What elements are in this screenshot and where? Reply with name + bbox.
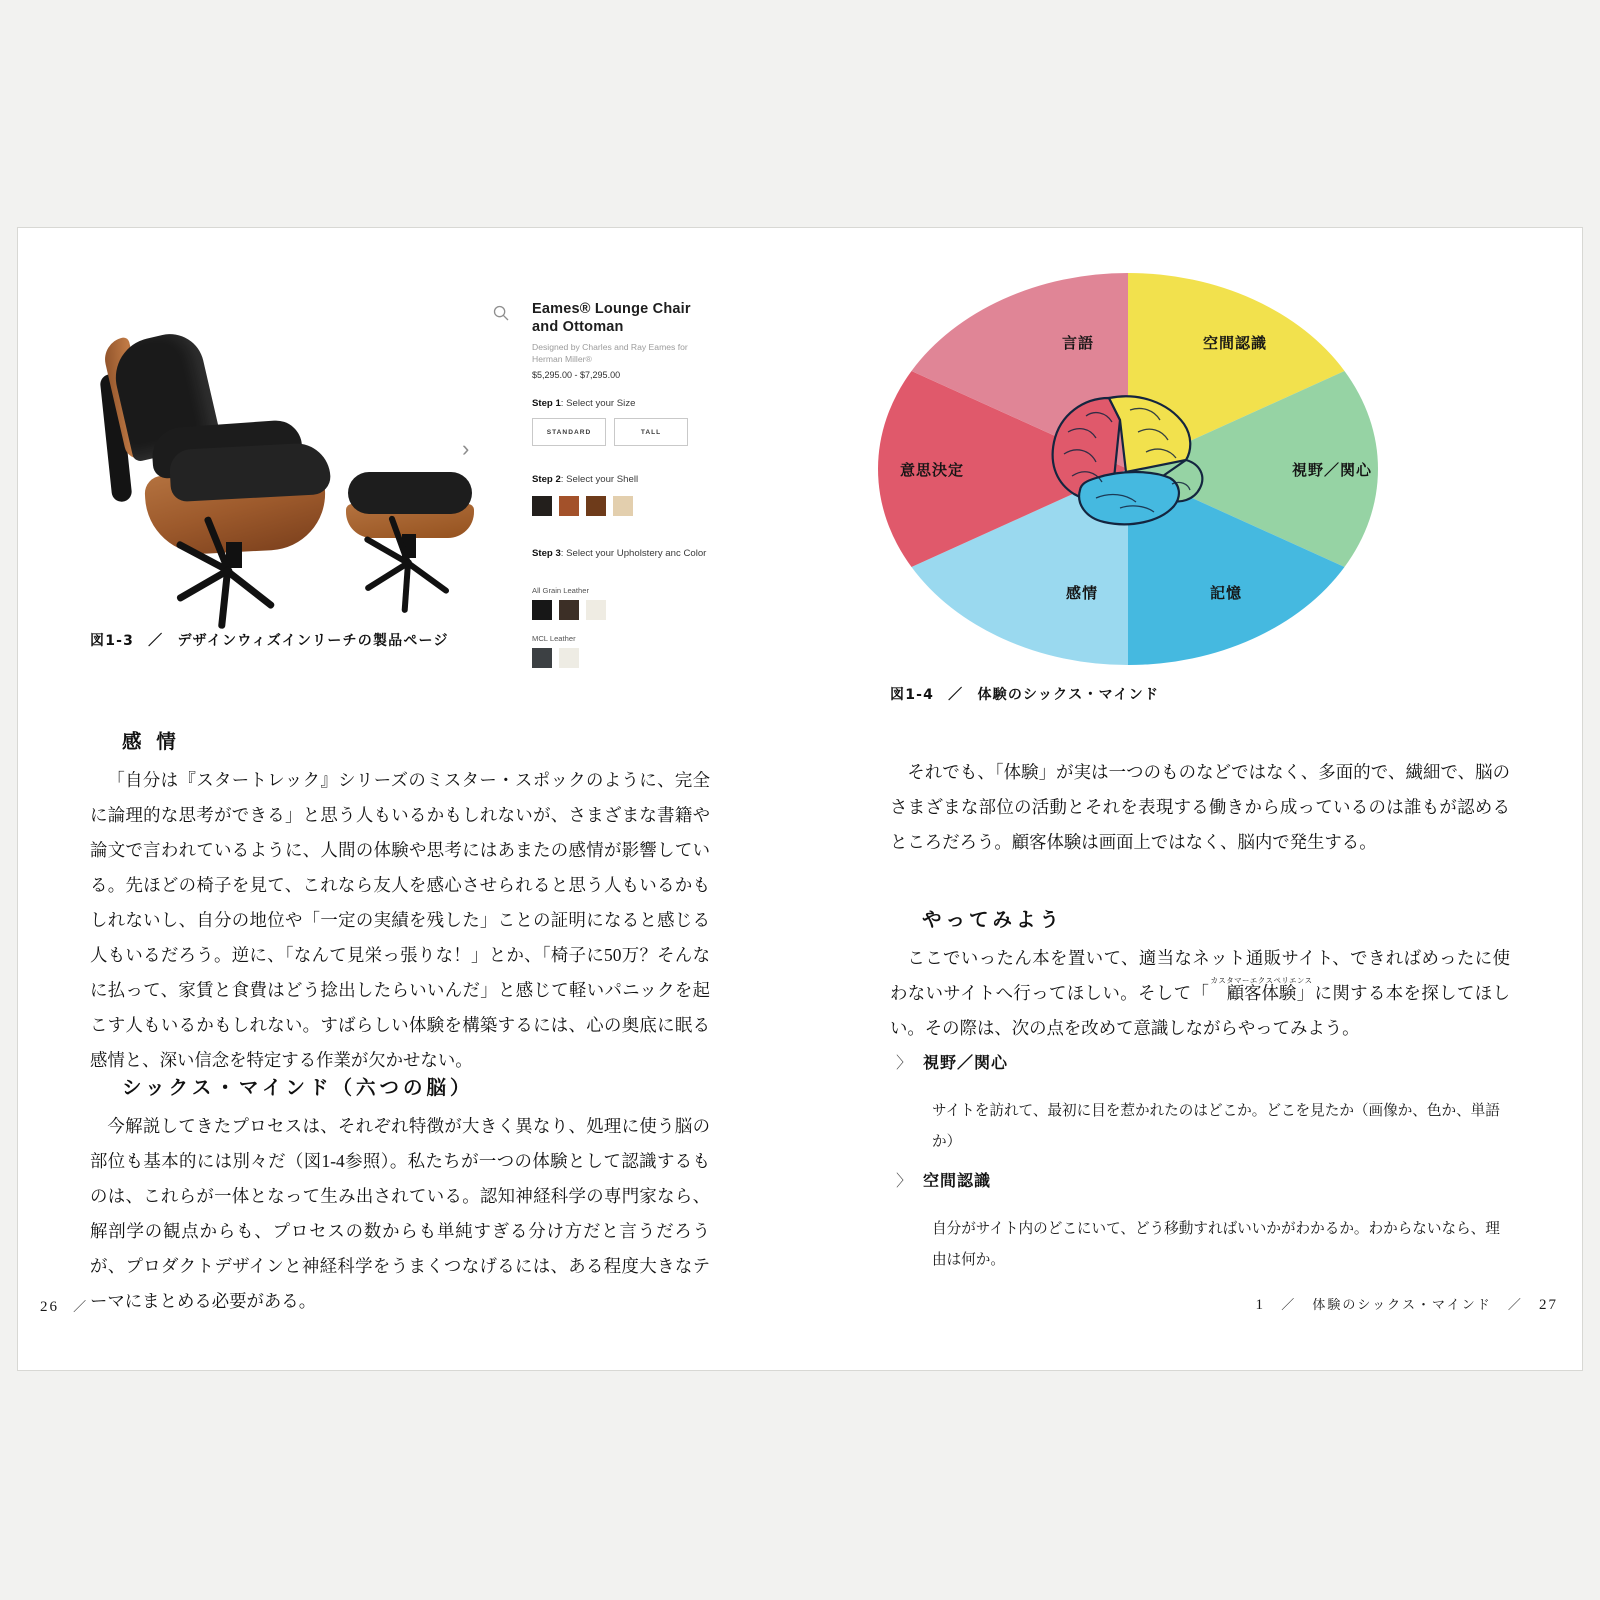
pie-label-memory: 記憶 xyxy=(1210,584,1243,602)
section-paragraph-six-minds: 今解説してきたプロセスは、それぞれ特徴が大きく異なり、処理に使う脳の部位も基本的には別々だ（図1-4参照）。私たちが一つの体験として認識するものは、これらが一体となって生み出されている。認知神経科学の専門家なら、解剖学の観点からも、プロセスの数からも単純すぎる分け方だと言うだろうが、プロダクトデザインと神経科学をうまくつなげるには、ある程度大きなテーマにまとめる必要がある。 xyxy=(90,1116,710,1312)
chapter-number: 1 xyxy=(1255,1297,1266,1313)
shell-color-swatches[interactable] xyxy=(532,496,633,516)
shell-swatch-3[interactable] xyxy=(586,496,606,516)
bullet-body-attention: サイトを訪れて、最初に目を惹かれたのはどこか。どこを見たか（画像か、色か、単語か） xyxy=(932,1101,1500,1150)
all-grain-leather-swatch-2[interactable] xyxy=(559,600,579,620)
exercise-paragraph-part-1: ここでいったん本を置いて、適当なネット通販サイト、できればめったに使わないサイトへ行ってほしい。そして「 xyxy=(890,948,1510,1004)
right-folio xyxy=(1256,1294,1558,1314)
leather-group-2-swatches[interactable] xyxy=(532,648,579,668)
step-3-label xyxy=(532,548,712,560)
chair-seat-cushion-front xyxy=(169,442,332,502)
step-1-number: Step 1 xyxy=(532,398,561,409)
next-image-chevron-icon[interactable]: › xyxy=(462,436,470,461)
all-grain-leather-swatch-3[interactable] xyxy=(586,600,606,620)
figure-1-3-caption-text: デザインウィズインリーチの製品ページ xyxy=(177,633,449,649)
figure-1-4-caption-text: 体験のシックス・マインド xyxy=(977,687,1160,703)
section-paragraph-emotion: 「自分は『スタートレック』シリーズのミスター・スポックのように、完全に論理的な思考ができる」と思う人もいるかもしれないが、さまざまな書籍や論文で言われているように、人間の体験や思考にはあまたの感情が影響している。先ほどの椅子を見て、これなら友人を感心させられると思う人もいるかもしれないし、自分の地位や「一定の実績を残した」ことの証明になると感じる人もいるだろう。逆に、「なんて見栄っ張りな！」とか、「椅子に50万？そんなに払って、家賃と食費はどう捻出したらいいんだ」と感じて軽いパニックを起こす人もいるかもしれない。すばらしい体験を構築するには、心の奥底に眠る感情と、深い信念を特定する作業が欠かせない。 xyxy=(90,770,710,1071)
product-title: Eames® Lounge Chair and Ottoman xyxy=(532,301,691,335)
brain-illustration xyxy=(1034,380,1234,530)
step-2-label xyxy=(532,474,712,486)
leather-group-1-swatches[interactable] xyxy=(532,600,606,620)
exercise-paragraph xyxy=(890,941,1510,1046)
running-chapter-title: 体験のシックス・マインド xyxy=(1312,1298,1492,1313)
ruby-annotation-text: カスタマーエクスペリエンス xyxy=(1210,976,1313,986)
search-icon[interactable] xyxy=(492,304,510,322)
book-spread xyxy=(18,228,1582,1370)
figure-1-3-caption xyxy=(90,630,449,650)
left-folio-slash: ／ xyxy=(73,1300,89,1315)
section-heading-emotion: 感 情 xyxy=(122,726,180,754)
size-option-tall[interactable]: TALL xyxy=(614,418,688,446)
shell-swatch-1[interactable] xyxy=(532,496,552,516)
right-intro-paragraph: それでも、「体験」が実は一つのものなどではなく、多面的で、繊細で、脳のさまざまな部位の活動とそれを表現する働きから成っているのは誰もが認めるところだろう。顧客体験は画面上ではなく、脳内で発生する。 xyxy=(890,762,1510,853)
left-page xyxy=(18,228,800,1370)
all-grain-leather-swatch-1[interactable] xyxy=(532,600,552,620)
bullet-title-attention xyxy=(896,1050,1008,1073)
bullet-title-spatial-text: 空間認識 xyxy=(923,1171,992,1190)
ruby-customer-experience xyxy=(1209,976,1313,1011)
product-price: $5,295.00 - $7,295.00 xyxy=(532,370,621,380)
leather-group-2-label: MCL Leather xyxy=(532,634,576,643)
shell-swatch-4[interactable] xyxy=(613,496,633,516)
left-folio xyxy=(40,1296,88,1316)
figure-1-4 xyxy=(858,270,1398,668)
six-minds-pie-chart xyxy=(858,270,1398,668)
pie-label-spatial: 空間認識 xyxy=(1203,334,1268,352)
shell-swatch-2[interactable] xyxy=(559,496,579,516)
right-folio-slash-2: ／ xyxy=(1507,1298,1523,1313)
step-2-text: : Select your Shell xyxy=(560,474,639,485)
figure-1-4-caption-separator: ／ xyxy=(948,687,964,703)
bullet-chevron-icon-2: 〉 xyxy=(896,1171,914,1190)
step-1-text: : Select your Size xyxy=(560,398,636,409)
step-3-number: Step 3 xyxy=(532,548,561,559)
size-option-group xyxy=(532,418,688,446)
leather-group-1-label: All Grain Leather xyxy=(532,586,589,595)
mcl-leather-swatch-2[interactable] xyxy=(559,648,579,668)
ottoman-base xyxy=(358,552,470,584)
left-page-number: 26 xyxy=(40,1299,59,1315)
bullet-title-attention-text: 視野／関心 xyxy=(923,1053,1009,1072)
figure-1-4-caption xyxy=(890,684,1159,704)
eames-chair-photo xyxy=(90,296,458,596)
figure-1-3-number: 図1-3 xyxy=(90,633,135,649)
step-3-text: : Select your Upholstery anc Color xyxy=(560,548,707,559)
pie-label-language: 言語 xyxy=(1062,334,1095,352)
exercise-paragraph-part-2: 」に関する本を探してほしい。その際は、次の点を改めて意識しながらやってみよう。 xyxy=(890,983,1510,1039)
bullet-title-spatial xyxy=(896,1168,991,1191)
chair-base xyxy=(172,560,300,594)
section-heading-exercise: やってみよう xyxy=(922,904,1063,932)
figure-1-3-caption-separator: ／ xyxy=(148,633,164,649)
pie-label-emotion: 感情 xyxy=(1066,584,1099,602)
right-folio-slash-1: ／ xyxy=(1281,1298,1297,1313)
bullet-body-spatial: 自分がサイト内のどこにいて、どう移動すればいいかがわかるか。わからないなら、理由は何か。 xyxy=(932,1219,1500,1268)
step-1-label xyxy=(532,398,712,410)
bullet-chevron-icon: 〉 xyxy=(896,1053,914,1072)
section-heading-six-minds: シックス・マインド（六つの脳） xyxy=(122,1072,474,1100)
size-option-standard[interactable]: STANDARD xyxy=(532,418,606,446)
pie-label-decision: 意思決定 xyxy=(900,461,965,479)
step-2-number: Step 2 xyxy=(532,474,561,485)
figure-1-4-number: 図1-4 xyxy=(890,687,935,703)
right-page xyxy=(800,228,1582,1370)
ruby-base-text: 顧客体験 xyxy=(1226,983,1297,1004)
product-detail-panel xyxy=(462,286,710,643)
product-subtitle: Designed by Charles and Ray Eames for Herman Miller® xyxy=(532,342,688,364)
mcl-leather-swatch-1[interactable] xyxy=(532,648,552,668)
ottoman-cushion xyxy=(348,472,472,514)
right-page-number: 27 xyxy=(1539,1297,1558,1313)
pie-label-attention: 視野／関心 xyxy=(1292,461,1373,479)
